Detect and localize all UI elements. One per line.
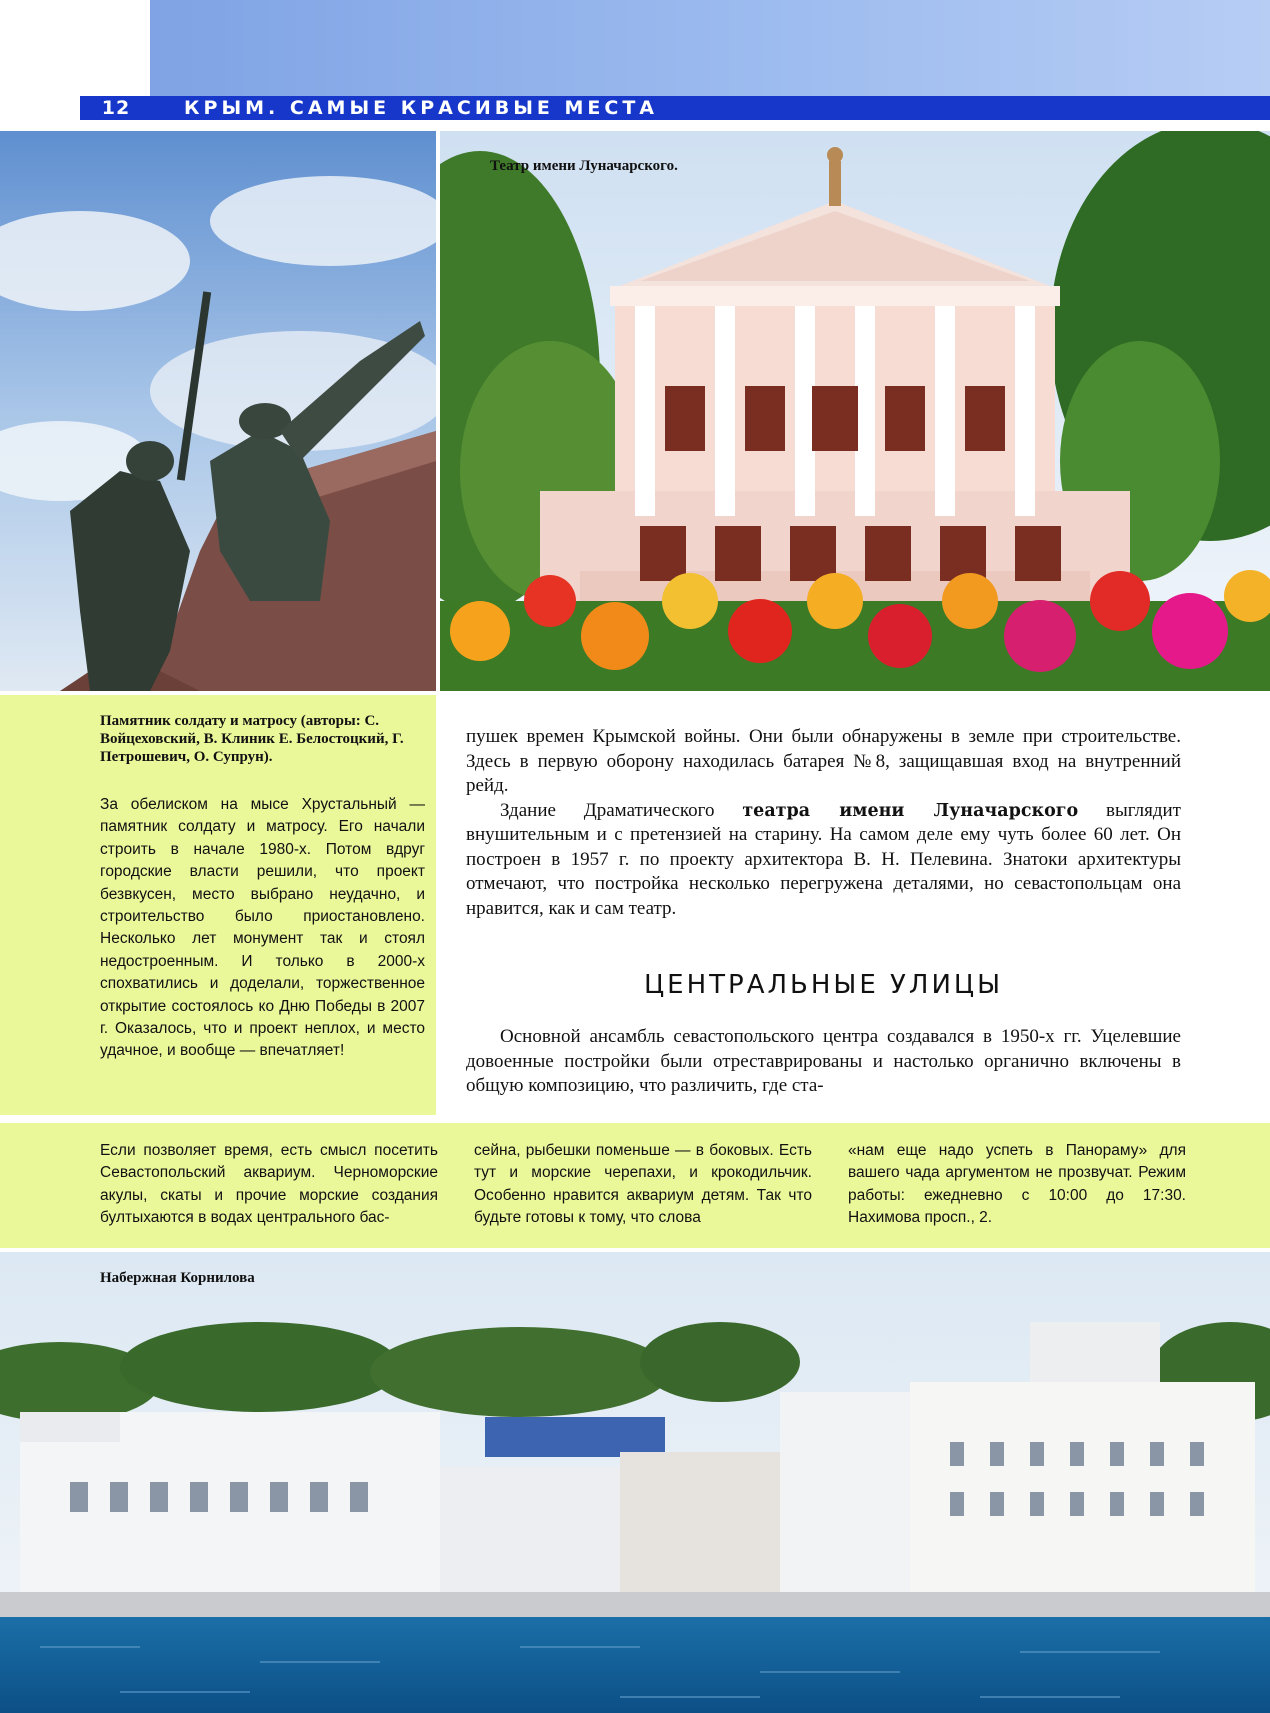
aquarium-col-1: Если позволяет время, есть смысл посетить Севастопольский аквариум. Черноморские акулы, скаты и прочие морские создания бултыхаются в водах центрального бас- (100, 1142, 438, 1227)
embankment-photo (0, 1252, 1270, 1713)
running-title: КРЫМ. САМЫЕ КРАСИВЫЕ МЕСТА (184, 97, 658, 119)
paragraph-2-start: Здание Драматического (500, 799, 743, 821)
header-margin (0, 0, 150, 96)
sidebar-text: За обелиском на мысе Хрустальный — памятник солдату и матросу. Его начали строить в начале 1980-х. Потом вдруг городские власти решили, что проект безвкусен, место выбрано неудачно, и строительство было приостановлено. Несколько лет монумент так и стоял недостроенным. И только в 2000-х спохватились и доделали, торжественное открытие состоялось ко Дню Победы в 2007 г. Оказалось, что и проект неплох, и место удачное, и вообще — впечатляет! (100, 796, 425, 1060)
paragraph-2 (466, 799, 1181, 922)
page-number: 12 (80, 96, 152, 120)
theatre-name-bold: театра имени Луначарского (742, 800, 1079, 821)
aquarium-col-2: сейна, рыбешки поменьше — в боковых. Есть тут и морские черепахи, и крокодильчик. Особенно нравится аквариум детям. Так что будьте готовы к тому, что слова (474, 1142, 812, 1227)
monument-photo (0, 131, 436, 691)
aquarium-col-3: «нам еще надо успеть в Панораму» для вашего чада аргументом не прозвучат. Режим работы: ежедневно с 10:00 до 17:30. Нахимова просп., 2. (848, 1142, 1186, 1227)
embankment-caption: Набержная Корнилова (100, 1270, 255, 1286)
theatre-photo (440, 131, 1270, 691)
paragraph-1: пушек времен Крымской войны. Они были обнаружены в земле при строительстве. Здесь в первую оборону находилась батарея №8, защищавшая вход на внутренний рейд. (466, 726, 1181, 796)
paragraph-3: Основной ансамбль севастопольского центра создавался в 1950-х гг. Уцелевшие довоенные постройки были отреставрированы и настолько органично включены в общую композицию, что различить, где ста- (466, 1026, 1181, 1096)
article-body (466, 725, 1181, 921)
section-heading: ЦЕНТРАЛЬНЫЕ УЛИЦЫ (643, 970, 1004, 1000)
theatre-caption: Театр имени Луначарского. (490, 158, 678, 174)
paragraph-2-end: выглядит внушительным и с претензией на старину. На самом деле ему чуть более 60 лет. Он построен в 1957 г. по проекту архитектора В. Н. Пелевина. Знатоки архитектуры отмечают, что постройка несколько перегружена деталями, но севастопольцам она нравится, как и сам театр. (466, 799, 1181, 919)
sidebar-title: Памятник солдату и матросу (авторы: С. Войцеховский, В. Клиник Е. Белостоцкий, Г. Петрошевич, О. Супрун). (100, 713, 404, 765)
header-band (150, 0, 1270, 96)
paragraph-3-block (466, 1025, 1181, 1099)
